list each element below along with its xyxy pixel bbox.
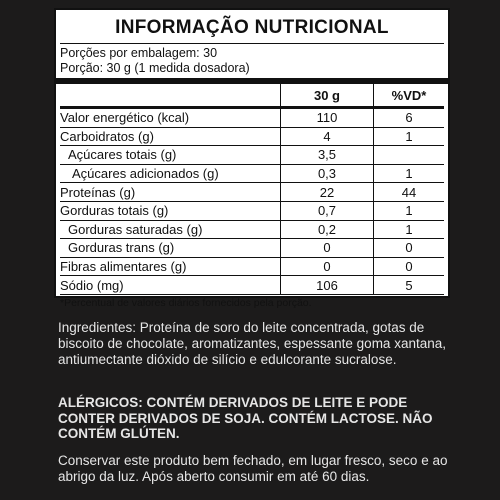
nutrient-dv: 1 xyxy=(374,220,445,239)
nutrition-facts-label xyxy=(54,8,450,309)
footnote: *Percentual de valores diários fornecidos pela porção. xyxy=(60,296,312,309)
nutrient-name: Açúcares adicionados (g) xyxy=(60,164,281,183)
nutrient-name: Valor energético (kcal) xyxy=(60,108,281,128)
nutrient-name: Gorduras saturadas (g) xyxy=(60,220,281,239)
nutrient-dv: 6 xyxy=(374,108,445,128)
nutrient-dv: 1 xyxy=(374,127,445,146)
nutrient-dv: 1 xyxy=(374,201,445,220)
nutrient-amount: 0,3 xyxy=(281,164,374,183)
nutrient-dv xyxy=(374,146,445,165)
nutrient-amount: 4 xyxy=(281,127,374,146)
nutrient-name: Carboidratos (g) xyxy=(60,127,281,146)
nutrient-name: Proteínas (g) xyxy=(60,183,281,202)
nutrient-dv: 5 xyxy=(374,276,445,295)
serving-size: Porção: 30 g (1 medida dosadora) xyxy=(60,61,250,75)
nutrient-dv: 44 xyxy=(374,183,445,202)
nutrient-dv: 0 xyxy=(374,257,445,276)
table-row xyxy=(60,164,444,183)
table-row xyxy=(60,108,444,128)
header-dv: %VD* xyxy=(374,84,445,108)
nutrient-amount: 22 xyxy=(281,183,374,202)
nutrient-amount: 0 xyxy=(281,239,374,258)
nutrient-amount: 0,2 xyxy=(281,220,374,239)
table-header-row xyxy=(60,84,444,108)
nutrient-amount: 106 xyxy=(281,276,374,295)
nutrition-table xyxy=(60,84,444,295)
ingredients-text: Ingredientes: Proteína de soro do leite concentrada, gotas de biscoito de chocolate, aromatizantes, espessante goma xantana, antiumectante dióxido de silício e edulcorante sucralose. xyxy=(58,320,446,367)
nutrient-dv: 0 xyxy=(374,239,445,258)
table-row xyxy=(60,127,444,146)
servings-info xyxy=(60,44,444,76)
table-row xyxy=(60,276,444,295)
nutrient-amount: 110 xyxy=(281,108,374,128)
nutrient-amount: 0 xyxy=(281,257,374,276)
nutrient-name: Gorduras totais (g) xyxy=(60,201,281,220)
nutrient-amount: 0,7 xyxy=(281,201,374,220)
nutrient-name: Açúcares totais (g) xyxy=(60,146,281,165)
nutrient-dv: 1 xyxy=(374,164,445,183)
header-nutrient xyxy=(60,84,281,108)
header-amount: 30 g xyxy=(281,84,374,108)
nutrient-name: Fibras alimentares (g) xyxy=(60,257,281,276)
nutrient-name: Sódio (mg) xyxy=(60,276,281,295)
servings-per-package: Porções por embalagem: 30 xyxy=(60,46,218,60)
table-row xyxy=(60,183,444,202)
table-row xyxy=(60,257,444,276)
table-row xyxy=(60,239,444,258)
table-row xyxy=(60,220,444,239)
storage-instructions: Conservar este produto bem fechado, em lugar fresco, seco e ao abrigo da luz. Após aberto consumir em até 60 dias. xyxy=(58,453,448,484)
nutrition-rows xyxy=(60,108,444,295)
allergens-warning: ALÉRGICOS: CONTÉM DERIVADOS DE LEITE E PODE CONTER DERIVADOS DE SOJA. CONTÉM LACTOSE. NÃO CONTÉM GLÚTEN. xyxy=(58,395,433,441)
nutrient-amount: 3,5 xyxy=(281,146,374,165)
table-row xyxy=(60,146,444,165)
nutrient-name: Gorduras trans (g) xyxy=(60,239,281,258)
table-row xyxy=(60,201,444,220)
label-title: INFORMAÇÃO NUTRICIONAL xyxy=(60,17,444,44)
